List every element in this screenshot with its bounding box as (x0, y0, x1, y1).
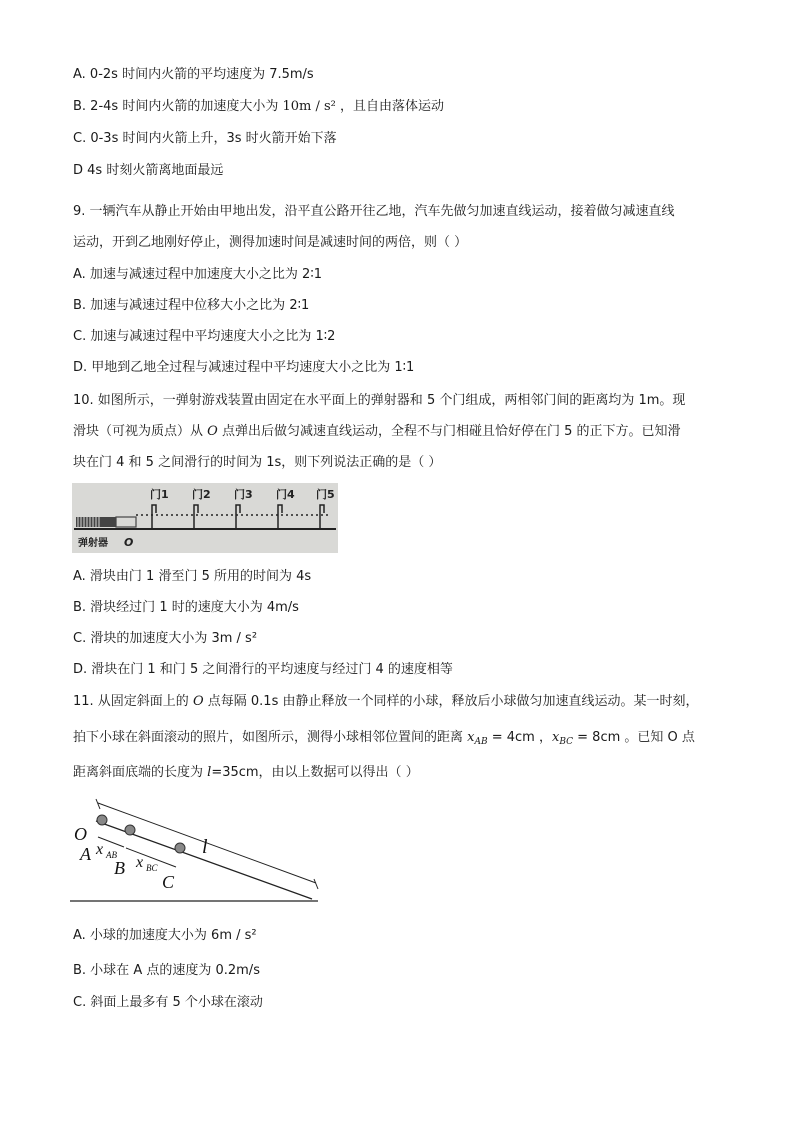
gate-2-label: 门2 (192, 488, 211, 501)
q10-stem-line1: 10. 如图所示，一弹射游戏装置由固定在水平面上的弹射器和 5 个门组成，两相邻门间的距离均为 1m。现 (73, 393, 686, 408)
origin-label: O (124, 536, 134, 549)
incline-diagram (66, 795, 324, 907)
label-xbc-sub: BC (146, 863, 158, 873)
q10-stem-line2-pre: 滑块（可视为质点）从 (73, 424, 208, 439)
q11-stem-line2-pre: 拍下小球在斜面滚动的照片，如图所示，测得小球相邻位置间的距离 (73, 730, 468, 745)
ball-b (125, 825, 135, 835)
q10-stem-line3: 块在门 4 和 5 之间滑行的时间为 1s，则下列说法正确的是（ ） (73, 455, 442, 470)
launcher-gates-diagram (72, 483, 338, 553)
incline-figure (66, 795, 324, 907)
q11-stem-line2-post: 。已知 O 点 (620, 730, 695, 745)
q9-option-c: C. 加速与减速过程中平均速度大小之比为 1∶2 (73, 329, 336, 344)
q11-stem-line1 (73, 693, 698, 711)
q11-sep: ， (534, 730, 552, 745)
q10-option-b: B. 滑块经过门 1 时的速度大小为 4m/s (73, 600, 299, 615)
label-b: B (114, 858, 125, 878)
q11-option-a: A. 小球的加速度大小为 6m / s² (73, 928, 257, 943)
q9-stem-line1: 9. 一辆汽车从静止开始由甲地出发，沿平直公路开往乙地，汽车先做匀加速直线运动，接着做匀减速直线 (73, 204, 675, 219)
q8-option-b-text: B. 2-4s 时间内火箭的加速度大小为 (73, 99, 279, 114)
q8-option-b (73, 98, 444, 116)
q11-point-o: O (192, 694, 204, 709)
q11-xab-val: = 4cm (487, 730, 535, 745)
gates (152, 505, 324, 529)
q11-option-b: B. 小球在 A 点的速度为 0.2m/s (73, 963, 260, 978)
q11-stem-line1-post: 点每隔 0.1s 由静止释放一个同样的小球，释放后小球做匀加速直线运动。某一时刻， (203, 694, 699, 709)
q10-stem-line2 (73, 423, 680, 441)
q8-option-d: D 4s 时刻火箭离地面最远 (73, 163, 224, 178)
q11-xab-var: x (467, 730, 475, 745)
q11-option-c: C. 斜面上最多有 5 个小球在滚动 (73, 995, 263, 1010)
gate-1-label: 门1 (150, 488, 169, 501)
q10-option-d: D. 滑块在门 1 和门 5 之间滑行的平均速度与经过门 4 的速度相等 (73, 662, 453, 677)
launcher-plunger (116, 517, 136, 527)
q9-stem-line2: 运动，开到乙地刚好停止，测得加速时间是减速时间的两倍，则（ ） (73, 235, 468, 250)
dimension-tick-bottom (314, 879, 318, 889)
label-xab-sub: AB (106, 850, 117, 860)
q11-stem-line3 (73, 764, 419, 782)
q10-option-a: A. 滑块由门 1 滑至门 5 所用的时间为 4s (73, 569, 312, 584)
q9-option-d: D. 甲地到乙地全过程与减速过程中平均速度大小之比为 1∶1 (73, 360, 415, 375)
launcher-label: 弹射器 (78, 538, 108, 549)
q10-option-c: C. 滑块的加速度大小为 3m / s² (73, 631, 258, 646)
q11-length-l: l (207, 765, 212, 780)
gate-4 (278, 505, 282, 529)
launcher-gates-figure (72, 483, 338, 553)
q9-option-b: B. 加速与减速过程中位移大小之比为 2∶1 (73, 298, 310, 313)
label-c: C (162, 872, 175, 892)
label-xbc: x (136, 854, 144, 871)
q9-option-a: A. 加速与减速过程中加速度大小之比为 2∶1 (73, 267, 322, 282)
q8-option-c: C. 0-3s 时间内火箭上升，3s 时火箭开始下落 (73, 131, 337, 146)
q8-option-b-value: 10m / s² (282, 99, 336, 114)
label-xab: x (96, 841, 104, 858)
label-o: O (74, 824, 87, 844)
gate-2 (194, 505, 198, 529)
gate-5-label: 门5 (316, 488, 335, 501)
q11-xbc-val: = 8cm (573, 730, 621, 745)
gate-3 (236, 505, 240, 529)
q11-xbc-var: x (552, 730, 560, 745)
gate-1 (152, 505, 156, 529)
q8-option-b-tail: ，且自由落体运动 (340, 99, 445, 114)
gate-3-label: 门3 (234, 488, 253, 501)
gate-5 (320, 505, 324, 529)
q8-option-a: A. 0-2s 时间内火箭的平均速度为 7.5m/s (73, 67, 314, 82)
ball-c (175, 843, 185, 853)
q11-stem-line2 (73, 729, 695, 751)
q10-stem-line2-post: 点弹出后做匀减速直线运动，全程不与门相碰且恰好停在门 5 的正下方。已知滑 (217, 424, 681, 439)
q11-stem-line3-pre: 距离斜面底端的长度为 (73, 765, 208, 780)
q11-stem-line1-pre: 11. 从固定斜面上的 (73, 694, 193, 709)
label-l: l (202, 836, 208, 858)
q11-stem-line3-post: =35cm，由以上数据可以得出（ ） (211, 765, 419, 780)
q11-xbc-sub: BC (559, 737, 574, 747)
q10-point-o: O (207, 424, 218, 439)
gate-4-label: 门4 (276, 488, 295, 501)
label-a: A (80, 844, 91, 864)
q11-xab-sub: AB (474, 737, 488, 747)
ball-a (97, 815, 107, 825)
